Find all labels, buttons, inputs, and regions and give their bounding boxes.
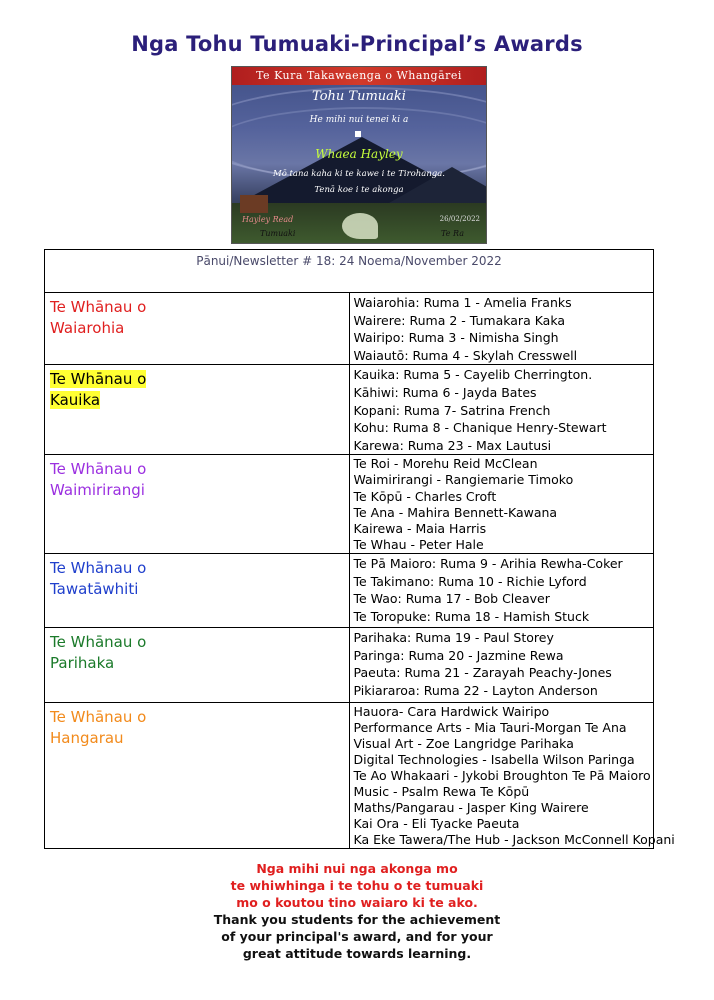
certificate-role: Te Ra [441, 229, 464, 238]
house-name: Te Whānau o [50, 558, 147, 577]
award-certificate-image [231, 66, 487, 244]
awards-table [44, 249, 675, 849]
english-message-line: great attitude towards learning. [242, 946, 472, 961]
member-entry: Waiautō: Ruma 4 - Skylah Cresswell [353, 347, 578, 363]
house-cell [45, 293, 350, 365]
table-row [45, 553, 654, 627]
member-entry: Te Toropuke: Ruma 18 - Hamish Stuck [353, 608, 590, 624]
member-entry: Performance Arts - Mia Tauri-Morgan Te Ana [353, 719, 627, 735]
maori-message-line: te whiwhinga i te tohu o te tumuaki [230, 878, 484, 893]
house-name: Waimirirangi [50, 481, 145, 500]
member-entry: Paringa: Ruma 20 - Jazmine Rewa [353, 647, 564, 663]
certificate-role: Tumuaki [260, 229, 296, 238]
certificate-line: Mō tana kaha ki te kawe i te Tirohanga. [272, 169, 446, 179]
table-row [45, 627, 654, 702]
table-row [45, 702, 654, 848]
house-name: Waiarohia [50, 319, 125, 337]
house-name: Te Whānau o [50, 298, 147, 316]
maori-message-line: Nga mihi nui nga akonga mo [256, 861, 458, 876]
member-entry: Kopani: Ruma 7- Satrina French [353, 402, 551, 418]
certificate-flower [342, 213, 378, 239]
member-entry: Kohu: Ruma 8 - Chanique Henry-Stewart [353, 420, 607, 436]
house-name: Te Whānau o [50, 460, 147, 479]
member-entry: Digital Technologies - Isabella Wilson Paringa [353, 751, 635, 767]
member-entry: Wairipo: Ruma 3 - Nimisha Singh [353, 330, 559, 346]
member-entry: Visual Art - Zoe Langridge Parihaka [353, 735, 574, 751]
members-cell [349, 702, 675, 848]
member-entry: Te Pā Maioro: Ruma 9 - Arihia Rewha-Coker [353, 555, 623, 571]
maori-message-line: mo o koutou tino waiaro ki te ako. [236, 895, 478, 910]
members-cell [349, 455, 654, 554]
house-cell [45, 627, 350, 702]
members-cell [349, 627, 654, 702]
member-entry: Waimirirangi - Rangiemarie Timoko [353, 472, 574, 488]
member-entry: Maths/Pangarau - Jasper King Wairere [353, 799, 589, 815]
member-entry: Karewa: Ruma 23 - Max Lautusi [353, 437, 552, 453]
house-cell [45, 455, 350, 554]
certificate-recipient: Whaea Hayley [315, 147, 403, 161]
member-entry: Te Ao Whakaari - Jykobi Broughton Te Pā Maioro [353, 767, 651, 783]
house-name [50, 390, 349, 411]
member-entry: Te Ana - Mahira Bennett-Kawana [353, 504, 558, 520]
certificate-banner: Te Kura Takawaenga o Whangārei [232, 67, 486, 85]
member-entry: Wairere: Ruma 2 - Tumakara Kaka [353, 312, 566, 328]
member-entry: Te Wao: Ruma 17 - Bob Cleaver [353, 591, 550, 607]
member-entry: Kairewa - Maia Harris [353, 520, 487, 536]
members-cell [349, 293, 654, 365]
house-name: Te Whānau o [50, 707, 147, 726]
certificate-heading: Tohu Tumuaki [312, 89, 406, 104]
member-entry: Hauora- Cara Hardwick Wairipo [353, 703, 550, 719]
table-row [45, 293, 654, 365]
house-name: Tawatāwhiti [50, 579, 139, 598]
english-message-line: Thank you students for the achievement [213, 912, 501, 927]
table-row [45, 455, 654, 554]
members-cell [349, 365, 654, 455]
thank-you-message [0, 860, 714, 962]
house-name [50, 369, 349, 390]
member-entry: Te Kōpū - Charles Croft [353, 488, 497, 504]
house-name-highlight: Te Whānau o [50, 370, 147, 389]
certificate-line: He mihi nui tenei ki a [309, 115, 409, 125]
member-entry: Pikiararoa: Ruma 22 - Layton Anderson [353, 682, 598, 698]
certificate-signature: Hayley Read [242, 215, 294, 224]
house-cell [45, 702, 350, 848]
page-title: Nga Tohu Tumuaki-Principal’s Awards [131, 32, 583, 56]
english-message-line: of your principal's award, and for your [221, 929, 493, 944]
members-cell [349, 553, 654, 627]
house-name: Hangarau [50, 728, 124, 747]
member-entry: Waiarohia: Ruma 1 - Amelia Franks [353, 295, 572, 310]
member-entry: Ka Eke Tawera/The Hub - Jackson McConnell Kopani [353, 831, 675, 847]
table-header-row [45, 250, 654, 293]
member-entry: Te Whau - Peter Hale [353, 536, 484, 552]
table-row [45, 365, 654, 455]
member-entry: Music - Psalm Rewa Te Kōpū [353, 783, 530, 799]
house-name-highlight: Kauika [50, 391, 101, 410]
house-cell [45, 365, 350, 455]
certificate-house [240, 195, 268, 213]
member-entry: Te Roi - Morehu Reid McClean [353, 456, 538, 472]
house-name: Te Whānau o [50, 632, 147, 651]
member-entry: Kai Ora - Eli Tyacke Paeuta [353, 815, 520, 831]
certificate-dot [355, 131, 361, 137]
certificate-date: 26/02/2022 [439, 215, 480, 223]
house-cell [45, 553, 350, 627]
member-entry: Paeuta: Ruma 21 - Zarayah Peachy-Jones [353, 665, 612, 681]
house-name: Parihaka [50, 653, 115, 672]
member-entry: Parihaka: Ruma 19 - Paul Storey [353, 629, 554, 645]
newsletter-header: Pānui/Newsletter # 18: 24 Noema/November 2022 [45, 250, 654, 293]
member-entry: Kauika: Ruma 5 - Cayelib Cherrington. [353, 367, 593, 383]
member-entry: Kāhiwi: Ruma 6 - Jayda Bates [353, 384, 537, 400]
member-entry: Te Takimano: Ruma 10 - Richie Lyford [353, 573, 587, 589]
certificate-line: Tenā koe i te akonga [314, 185, 404, 195]
